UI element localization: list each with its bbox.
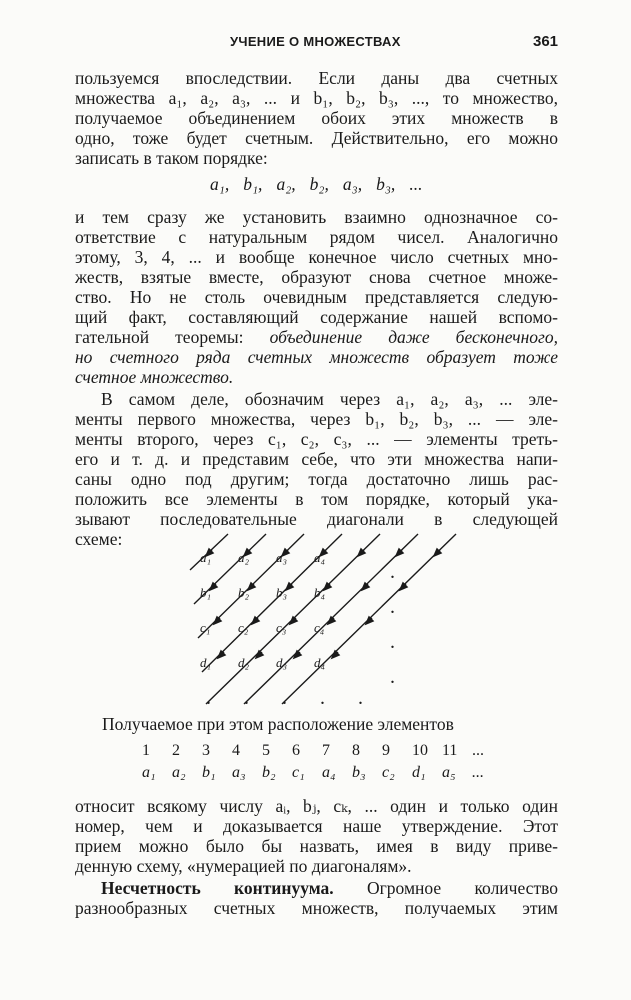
- numbering-numbers-row: [142, 742, 502, 760]
- scheme-element: b₄: [314, 585, 326, 600]
- para2-line-1: и тем сразу же установить взаимно однозначное со-: [75, 207, 558, 227]
- scheme-element: b₁: [200, 585, 212, 600]
- para2-line-7: [75, 327, 558, 347]
- number-cell: 10: [412, 742, 428, 759]
- number-cell: 6: [292, 742, 300, 759]
- scheme-element: d₂: [238, 655, 250, 670]
- element-cell: a₁: [142, 764, 156, 781]
- para5-line-1: [75, 878, 558, 898]
- scheme-element: a₃: [276, 550, 288, 565]
- continuation-dot: .: [390, 596, 395, 618]
- number-cell: 9: [382, 742, 390, 759]
- seq-term: a₂,: [276, 174, 296, 194]
- scheme-element: a₁: [200, 550, 212, 565]
- para2-line-3: этому, 3, 4, ... и вообще конечное число счетных мно-: [75, 247, 558, 267]
- element-cell: b₂: [262, 764, 276, 781]
- element-cell: c₂: [382, 764, 395, 781]
- seq-term: b₁,: [243, 174, 263, 194]
- continuation-dot: .: [390, 666, 395, 688]
- seq-term: ...: [409, 174, 423, 194]
- page-number: 361: [533, 33, 559, 50]
- theorem-statement-line-3: счетное множество.: [75, 367, 234, 387]
- scheme-element: d₄: [314, 655, 326, 670]
- number-cell: 11: [442, 742, 458, 759]
- scheme-element: c₁: [200, 620, 211, 635]
- para3-line-3: менты второго, через c₁, c₂, c₃, ... — элементы треть-: [75, 429, 558, 449]
- para3-line-4: его и т. д. и представим себе, что эти множества напи-: [75, 449, 558, 469]
- para2-line-2: ответствие с натуральным рядом чисел. Аналогично: [75, 227, 558, 247]
- element-cell: d₁: [412, 764, 426, 781]
- seq-term: a₃,: [342, 174, 363, 194]
- numbering-letters-row: [142, 764, 502, 782]
- element-cell: b₃: [352, 764, 366, 781]
- para1-line-1: пользуемся впоследствии. Если даны два счетных: [75, 68, 558, 88]
- continuation-dot: .: [282, 687, 287, 709]
- para1-line-5: записать в таком порядке:: [75, 148, 268, 168]
- scheme-element: a₂: [238, 550, 250, 565]
- scheme-element: b₂: [238, 585, 250, 600]
- scheme-element: c₂: [238, 620, 249, 635]
- number-cell: 5: [262, 742, 270, 759]
- para1-line-3: получаемое объединением обоих этих множеств в: [75, 108, 558, 128]
- seq-term: b₃,: [376, 174, 396, 194]
- para4-line-1: относит всякому числу aᵢ, bⱼ, cₖ, ... один и только один: [75, 796, 558, 816]
- diagonal-arrow: [206, 534, 380, 704]
- seq-term: a₁,: [210, 174, 230, 194]
- element-cell: ...: [472, 764, 484, 781]
- continuation-dot: .: [320, 687, 325, 709]
- scheme-element: d₃: [276, 655, 288, 670]
- scheme-element: a₄: [314, 550, 326, 565]
- element-cell: a₃: [232, 764, 246, 781]
- theorem-lead: гательной теоремы:: [75, 327, 270, 347]
- theorem-statement-line-2: но счетного ряда счетных множеств образует тоже: [75, 347, 558, 367]
- union-sequence: [210, 174, 436, 195]
- scheme-element: d₁: [200, 655, 212, 670]
- theorem-statement-start: объединение даже бесконечного,: [269, 327, 558, 347]
- element-cell: a₂: [172, 764, 186, 781]
- number-cell: 3: [202, 742, 210, 759]
- number-cell: 7: [322, 742, 330, 759]
- para4-line-2: номер, чем и доказывается наше утверждение. Этот: [75, 816, 558, 836]
- arrowhead: [396, 550, 402, 556]
- continuation-dot: .: [358, 687, 363, 709]
- diagonal-scheme-diagram: [170, 530, 460, 710]
- para2-line-6: щий факт, составляющий содержание нашей вспомо-: [75, 307, 558, 327]
- para1-line-2: множества a₁, a₂, a₃, ... и b₁, b₂, b₃, ..., то множество,: [75, 88, 558, 108]
- arrowhead: [434, 550, 440, 556]
- continuation-dot: .: [390, 561, 395, 583]
- para2-line-5: ство. Но не столь очевидным представляется следую-: [75, 287, 558, 307]
- para3-line-7: зывают последовательные диагонали в следующей: [75, 509, 558, 529]
- element-cell: a₅: [442, 764, 456, 781]
- para3-line-1: В самом деле, обозначим через a₁, a₂, a₃, ... эле-: [101, 389, 558, 409]
- scheme-element: c₃: [276, 620, 287, 635]
- number-cell: 4: [232, 742, 240, 759]
- para5-text: Огромное количество: [333, 878, 558, 898]
- para2-line-4: жеств, взятые вместе, образуют снова счетное множе-: [75, 267, 558, 287]
- diagonal-arrow: [282, 534, 456, 704]
- continuation-dot: .: [244, 687, 249, 709]
- number-cell: ...: [472, 742, 484, 759]
- para5-line-2: разнообразных счетных множеств, получаемых этим: [75, 898, 558, 918]
- element-cell: a₄: [322, 764, 336, 781]
- para3-line-5: саны одно под другим; тогда достаточно лишь рас-: [75, 469, 558, 489]
- para3-line-2: менты первого множества, через b₁, b₂, b₃, ... — эле-: [75, 409, 558, 429]
- continuation-dot: .: [206, 687, 211, 709]
- para4-line-3: прием можно было бы назвать, имея в виду приве-: [75, 836, 558, 856]
- para3-line-6: положить все элементы в том порядке, который ука-: [75, 489, 558, 509]
- number-cell: 8: [352, 742, 360, 759]
- continuation-dot: .: [390, 631, 395, 653]
- number-cell: 2: [172, 742, 180, 759]
- element-cell: c₁: [292, 764, 305, 781]
- seq-term: b₂,: [309, 174, 329, 194]
- arrangement-caption: Получаемое при этом расположение элементов: [102, 714, 454, 734]
- scheme-element: c₄: [314, 620, 325, 635]
- para4-line-4: денную схему, «нумерацией по диагоналям».: [75, 856, 412, 876]
- para1-line-4: одно, тоже будет счетным. Действительно, его можно: [75, 128, 558, 148]
- running-title: УЧЕНИЕ О МНОЖЕСТВАХ: [230, 34, 401, 49]
- section-heading-continuum: Несчетность континуума.: [101, 878, 334, 898]
- number-cell: 1: [142, 742, 150, 759]
- scheme-element: b₃: [276, 585, 288, 600]
- element-cell: b₁: [202, 764, 216, 781]
- page-header: [0, 34, 631, 56]
- arrowhead: [358, 550, 364, 556]
- para3-line-8: схеме:: [75, 529, 123, 549]
